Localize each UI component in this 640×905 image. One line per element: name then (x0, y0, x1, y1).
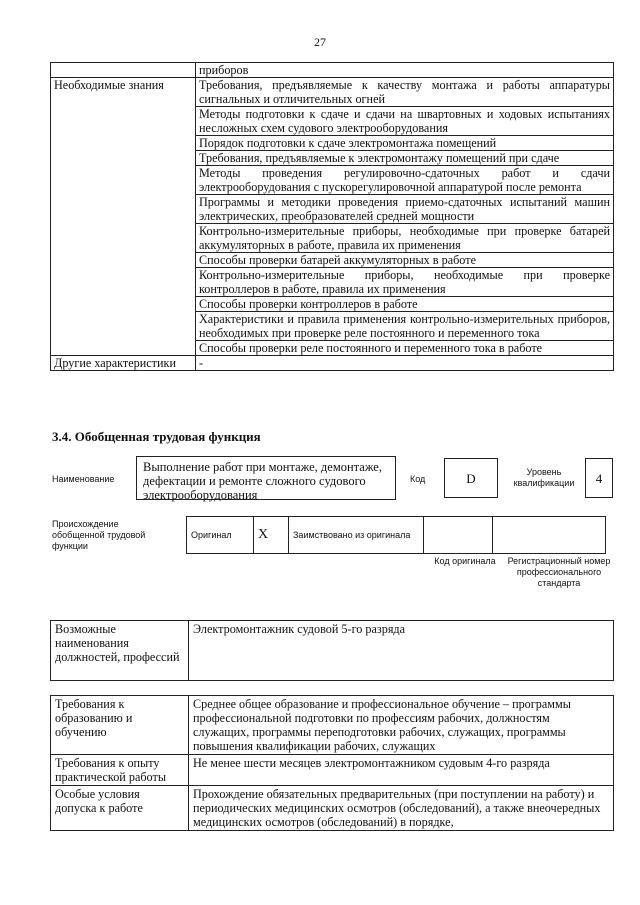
row-text: Контрольно-измерительные приборы, необходимые при проверке батарей аккумуляторных в работе, правила их применения (196, 224, 614, 253)
row-text: Методы подготовки к сдаче и сдачи на швартовных и ходовых испытаниях несложных схем судового электрооборудования (196, 107, 614, 136)
positions-label: Возможные наименования должностей, профессий (51, 621, 189, 681)
positions-table (50, 620, 614, 681)
row-text: Способы проверки реле постоянного и переменного тока в работе (196, 341, 614, 356)
table-row (51, 63, 614, 78)
code-label: Код (410, 474, 426, 484)
table-row (51, 696, 614, 755)
table-row (51, 755, 614, 786)
table-row (51, 356, 614, 371)
code-value: D (444, 458, 498, 498)
table-row (51, 786, 614, 831)
education-label: Требования к образованию и обучению (51, 696, 189, 755)
original-code-cell (424, 517, 493, 554)
row-text: Требования, предъявляемые к качеству монтажа и работы аппаратуры сигнальных и отличительных огней (196, 78, 614, 107)
row-text: Контрольно-измерительные приборы, необходимые при проверке контроллеров в работе, правила их применения (196, 268, 614, 297)
row-text: Методы проведения регулировочно-сдаточных работ и сдачи электрооборудования с пускорегулировочной аппаратурой после ремонта (196, 166, 614, 195)
row-text: Требования, предъявляемые к электромонтажу помещений при сдаче (196, 151, 614, 166)
experience-label: Требования к опыту практической работы (51, 755, 189, 786)
access-label: Особые условия допуска к работе (51, 786, 189, 831)
row-text: Порядок подготовки к сдаче электромонтажа помещений (196, 136, 614, 151)
level-label: Уровень квалификации (513, 467, 575, 488)
level-value: 4 (585, 458, 613, 498)
origin-label: Происхождение обобщенной трудовой функции (52, 519, 146, 551)
origin-table (186, 516, 606, 554)
section-title: 3.4. Обобщенная трудовая функция (52, 429, 261, 444)
experience-value: Не менее шести месяцев электромонтажником судовым 4-го разряда (189, 755, 614, 786)
borrowed-label: Заимствовано из оригинала (289, 517, 424, 554)
positions-value: Электромонтажник судовой 5-го разряда (189, 621, 614, 681)
row-text: приборов (196, 63, 614, 78)
row-text: - (196, 356, 614, 371)
row-text: Характеристики и правила применения контрольно-измерительных приборов, необходимых при проверке реле постоянного и переменного тока (196, 312, 614, 341)
requirements-table (50, 695, 614, 831)
function-name: Выполнение работ при монтаже, демонтаже, дефектации и ремонте сложного судового электрооборудования (136, 456, 396, 500)
page-number: 27 (314, 35, 326, 49)
row-label: Необходимые знания (51, 78, 196, 356)
knowledge-table (50, 62, 614, 371)
education-value: Среднее общее образование и профессиональное обучение – программы профессиональной подготовки по профессиям рабочих, должностям служащих, программы переподготовки рабочих, служащих, программы повышения квалификации рабочих, служащих (189, 696, 614, 755)
row-text: Программы и методики проведения приемо-сдаточных испытаний машин электрических, преобразователей средней мощности (196, 195, 614, 224)
row-text: Способы проверки батарей аккумуляторных в работе (196, 253, 614, 268)
table-row (51, 78, 614, 107)
original-mark: X (254, 517, 289, 554)
row-text: Способы проверки контроллеров в работе (196, 297, 614, 312)
code-caption: Код оригинала (434, 556, 496, 566)
original-label: Оригинал (187, 517, 254, 554)
row-label (51, 63, 196, 78)
access-value: Прохождение обязательных предварительных (при поступлении на работу) и периодических медицинских осмотров (обследований), а также внеочередных медицинских осмотров (обследований) в порядке, (189, 786, 614, 831)
name-label: Наименование (52, 474, 115, 484)
reg-caption: Регистрационный номер профессионального стандарта (507, 556, 611, 588)
reg-number-cell (493, 517, 606, 554)
row-label: Другие характеристики (51, 356, 196, 371)
